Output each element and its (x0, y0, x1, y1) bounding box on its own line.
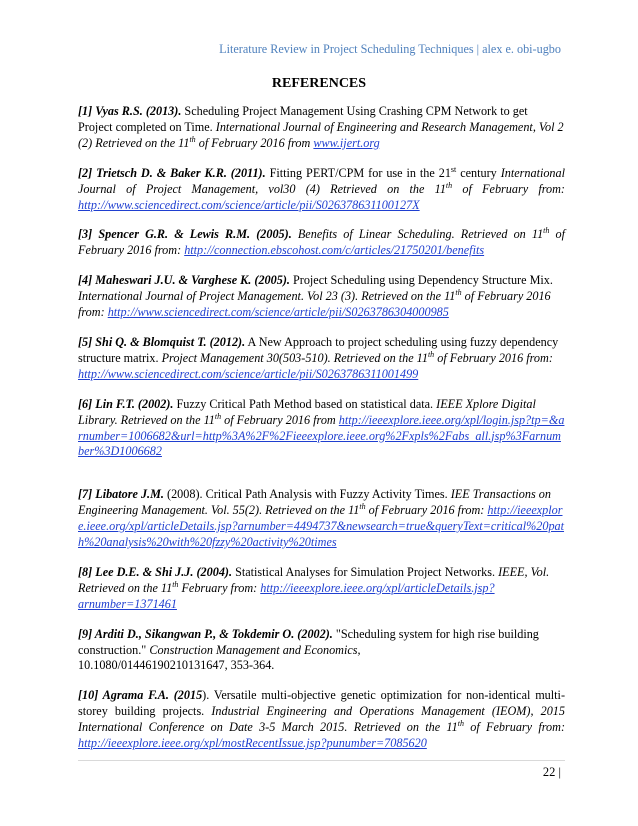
ref-text: (2008). Critical Path Analysis with Fuzzy Activity Times. (163, 487, 451, 502)
ref-journal: IEEE, Vol. Retrieved on the 11 (78, 564, 550, 595)
ref-journal: Construction Management and Economics, (149, 642, 361, 657)
ref-tag: [7] Libatore J.M. (78, 487, 164, 502)
ref-link[interactable]: http://www.sciencedirect.com/science/article/pii/S0263786304000985 (107, 305, 449, 320)
page-number: 22 | (542, 765, 561, 779)
ref-journal: Project Management 30(503-510). Retrieved on the 11 (161, 350, 428, 365)
ref-link[interactable]: http://www.sciencedirect.com/science/article/pii/S026378631100127X (78, 197, 420, 212)
ref-retrieved: of February from: (463, 720, 566, 735)
reference-3 (78, 227, 565, 259)
ref-sup: th (543, 226, 550, 236)
reference-5 (78, 335, 565, 383)
ref-retrieved: February from: (178, 580, 261, 595)
ref-sup: th (359, 502, 366, 512)
ref-text: A New Approach to project scheduling using fuzzy dependency structure matrix. (78, 334, 559, 365)
ref-tag: [6] Lin F.T. (2002). (78, 396, 174, 411)
reference-10 (78, 688, 565, 752)
ref-retrieved: of February 2016 from: (78, 227, 566, 258)
ref-journal: IEEE Xplore Digital Library. Retrieved on the 11 (78, 396, 536, 427)
ref-link[interactable]: http://ieeexplore.ieee.org/xpl/articleDetails.jsp?arnumber=1371461 (78, 580, 495, 611)
ref-journal: International Journal of Project Management. Vol 23 (3). Retrieved on the 11 (78, 289, 456, 304)
ref-text: century (456, 165, 501, 180)
reference-9 (78, 627, 565, 675)
ref-retrieved: of February from: (452, 181, 565, 196)
ref-sup: th (172, 579, 179, 589)
reference-list (78, 104, 565, 766)
ref-link[interactable]: http://connection.ebscohost.com/c/articles/21750201/benefits (184, 243, 485, 258)
reference-8 (78, 565, 565, 613)
ref-tag: [2] Trietsch D. & Baker K.R. (2011). (78, 165, 266, 180)
ref-text: Fuzzy Critical Path Method based on statistical data. (173, 396, 437, 411)
ref-sup: th (214, 411, 222, 421)
ref-tag: [3] Spencer G.R. & Lewis R.M. (2005). (78, 227, 292, 242)
page-title: REFERENCES (271, 76, 367, 91)
reference-1 (78, 104, 565, 152)
ref-text: Project Scheduling using Dependency Structure Mix. (289, 273, 553, 288)
ref-journal: International Journal of Engineering and Research Management, Vol 2 (2) Retrieved on the 11 (78, 119, 564, 150)
ref-link[interactable]: http://www.sciencedirect.com/science/article/pii/S0263786311001499 (78, 366, 419, 381)
ref-retrieved: of February 2016 from: (78, 289, 551, 320)
ref-link[interactable]: http://ieeexplore.ieee.org/xpl/articleDetails.jsp?arnumber=4494737&newsearch=true&queryText=critical%20path%20analysis%20with%20fzzy%20activity%20times (78, 503, 565, 550)
ref-retrieved: of February 2016 from (221, 412, 339, 427)
ref-sup: st (450, 164, 457, 174)
reference-6 (78, 397, 565, 461)
ref-link[interactable]: www.ijert.org (313, 135, 380, 150)
ref-journal: Industrial Engineering and Operations Management (IEOM), 2015 International Conference on Date 3-5 March 2015. Retrieved on the 11 (78, 704, 565, 735)
ref-tag: [9] Arditi D., Sikangwan P., & Tokdemir O. (2002). (78, 626, 333, 641)
ref-link[interactable]: http://ieeexplore.ieee.org/xpl/mostRecentIssue.jsp?punumber=7085620 (78, 736, 427, 751)
ref-sup: th (457, 719, 464, 729)
ref-sup: th (427, 349, 435, 359)
footer-divider (78, 760, 565, 761)
ref-doi: 10.1080/01446190210131647, 353-364. (78, 658, 275, 673)
ref-link[interactable]: http://ieeexplore.ieee.org/xpl/login.jsp?tp=&arnumber=1006682&url=http%3A%2F%2Fieeexplore.ieee.org%2Fxpls%2Fabs_all.jsp%3Farnumber%3D1006682 (78, 412, 565, 459)
ref-tag: [4] Maheswari J.U. & Varghese K. (2005). (78, 273, 290, 288)
ref-retrieved: of February 2016 from: (434, 350, 553, 365)
ref-text: Statistical Analyses for Simulation Project Networks. (232, 564, 499, 579)
ref-text: Fitting PERT/CPM for use in the 21 (265, 165, 451, 180)
ref-sup: th (455, 288, 462, 298)
ref-text: ). Versatile multi-objective genetic optimization for non-identical multi-storey building projects. (78, 688, 565, 719)
ref-tag: [1] Vyas R.S. (2013). (78, 104, 182, 118)
reference-7 (78, 487, 565, 551)
reference-2 (78, 166, 565, 214)
reference-4 (78, 273, 565, 321)
ref-text: "Scheduling system for high rise building construction." (78, 626, 539, 657)
ref-text: Scheduling Project Management Using Crashing CPM Network to get Project completed on Time. (78, 104, 528, 134)
ref-tag: [10] Agrama F.A. (2015 (78, 688, 203, 703)
ref-sup: th (189, 134, 196, 144)
ref-tag: [8] Lee D.E. & Shi J.J. (2004). (78, 564, 233, 579)
ref-journal: IEE Transactions on Engineering Management. Vol. 55(2). Retrieved on the 11 (78, 487, 551, 518)
ref-sup: th (445, 180, 453, 190)
ref-tag: [5] Shi Q. & Blomquist T. (2012). (78, 334, 246, 349)
ref-journal: International Journal of Project Management, vol30 (4) Retrieved on the 11 (78, 165, 566, 196)
running-header: Literature Review in Project Scheduling Techniques | alex e. obi-ugbo (219, 42, 561, 56)
ref-retrieved: of February 2016 from: (365, 503, 488, 518)
ref-retrieved: of February 2016 from (195, 135, 314, 150)
ref-journal: Benefits of Linear Scheduling. Retrieved on 11 (291, 227, 544, 242)
